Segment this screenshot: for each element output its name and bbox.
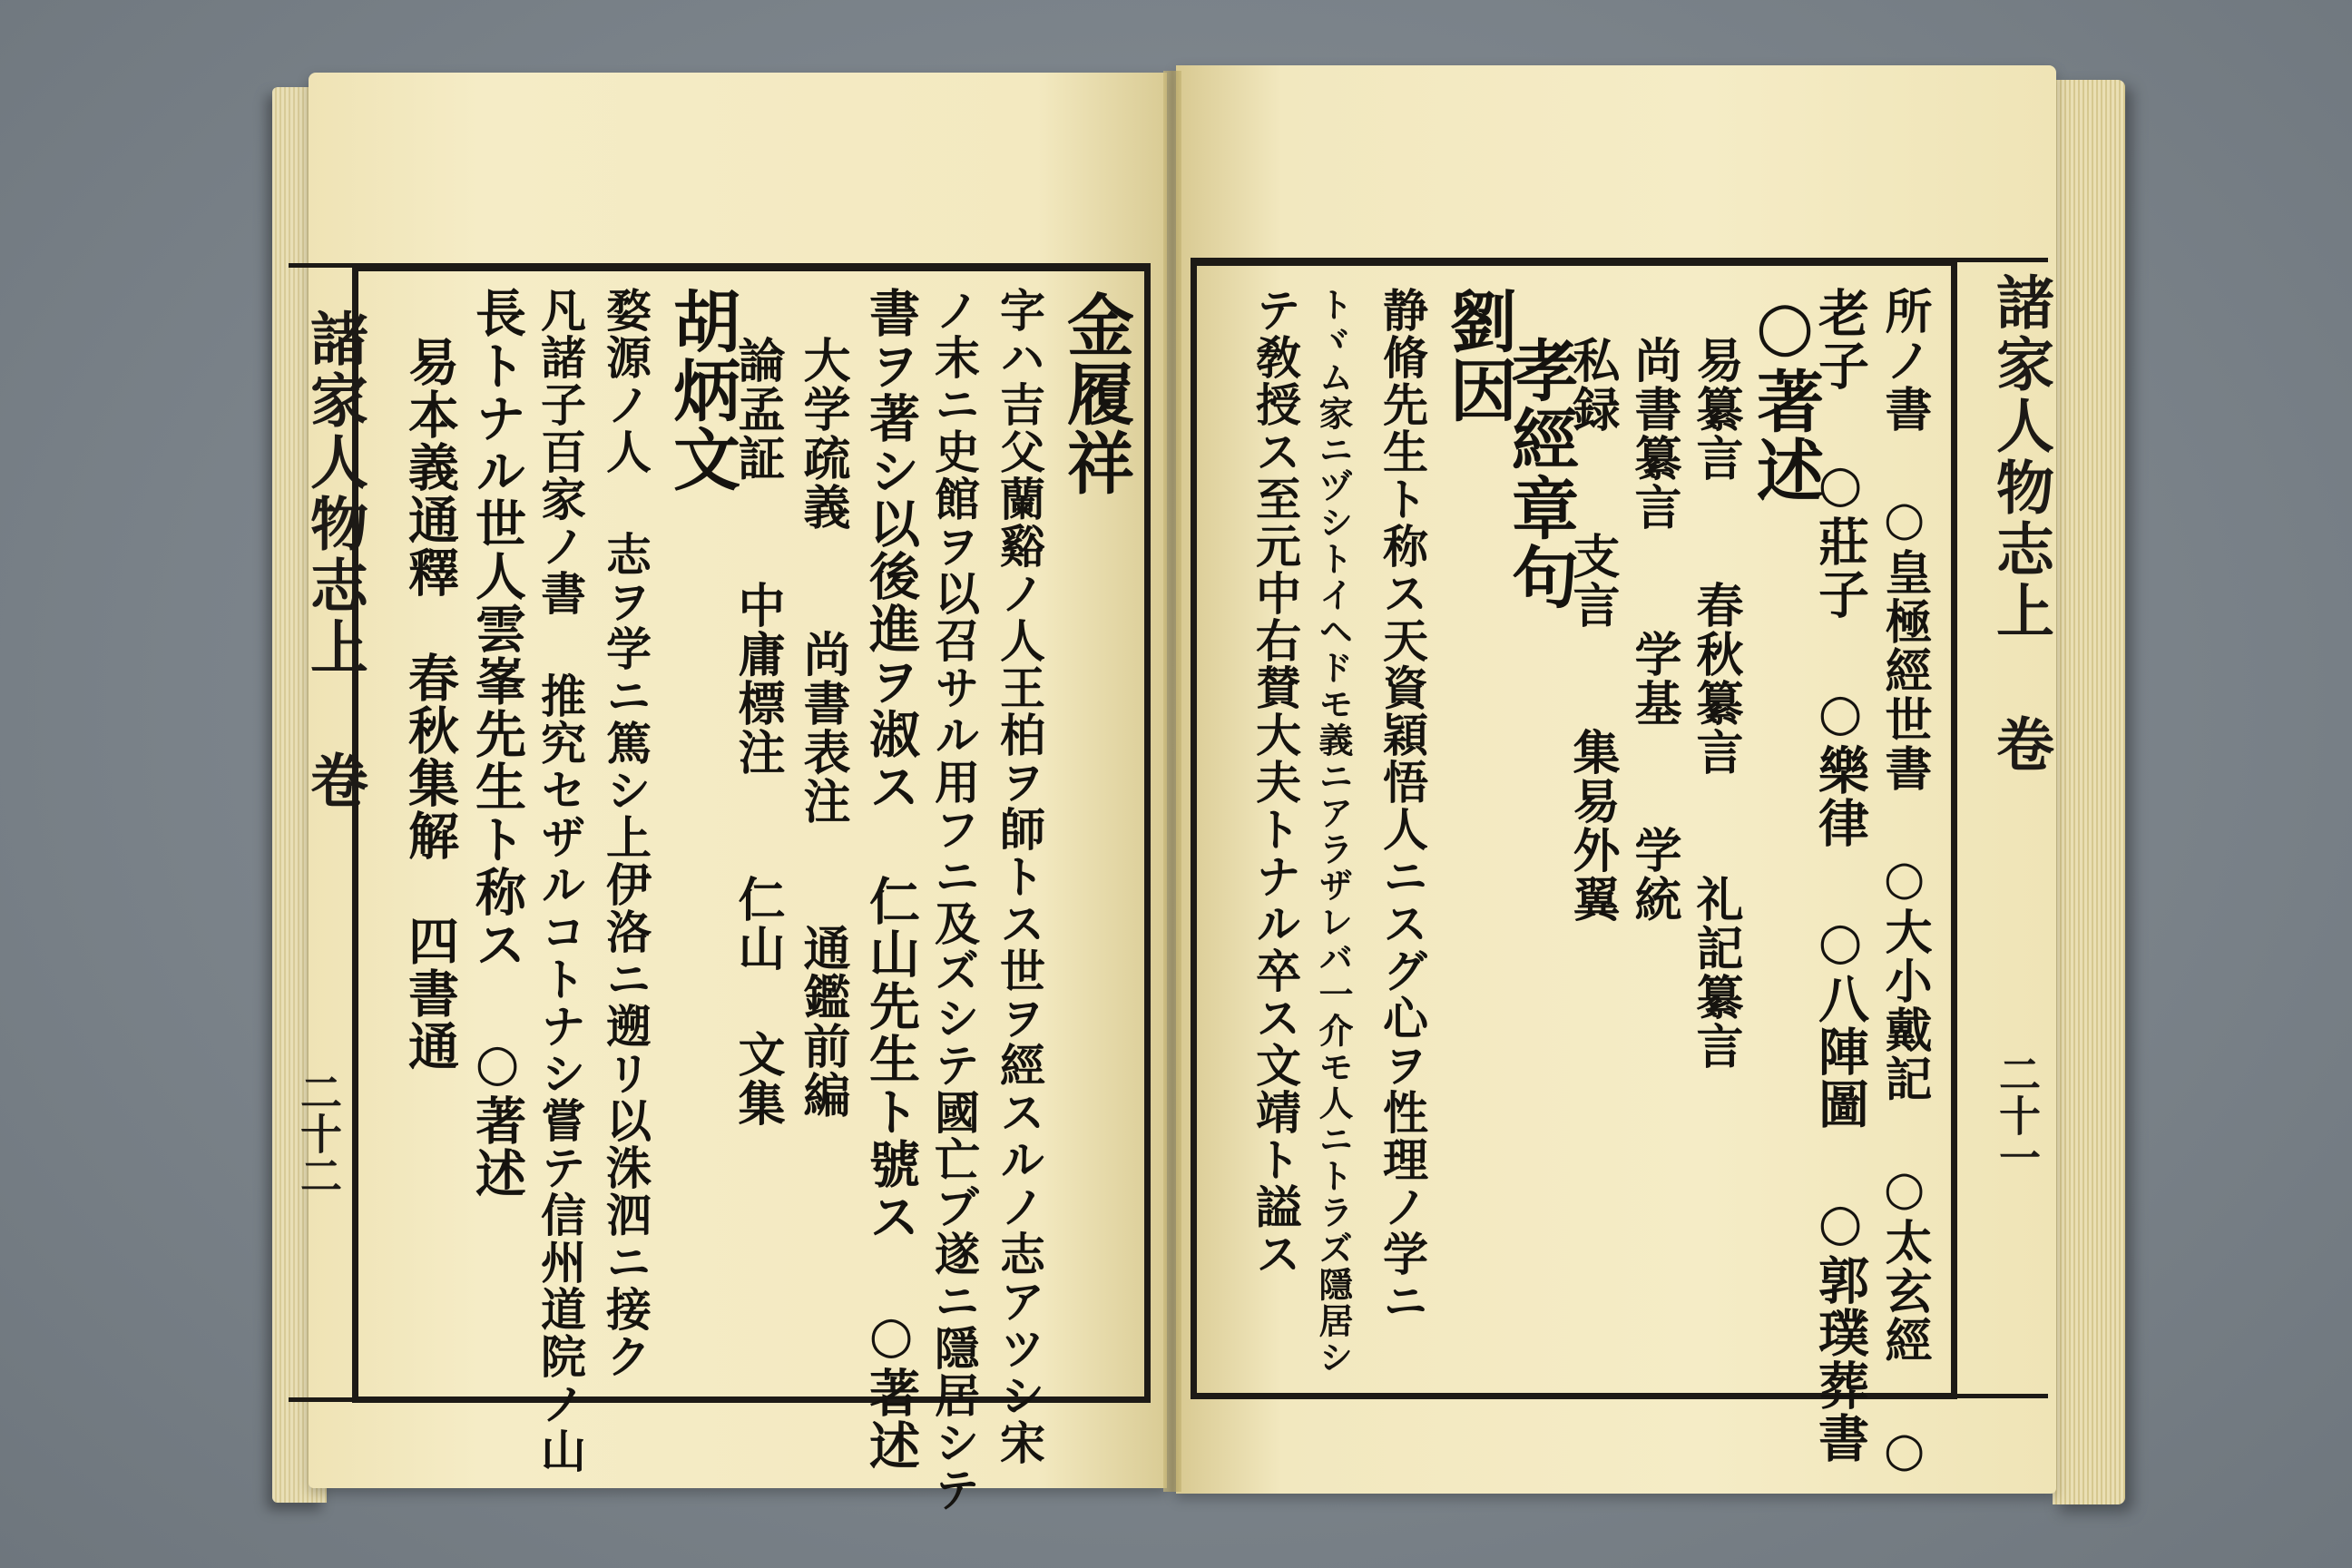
left-col-8: 婺源ノ人 志ヲ学ニ篤シ上伊洛ニ遡リ以洙泗ニ接ク bbox=[599, 287, 652, 1380]
right-col-6: 私録 支言 集易外翼 bbox=[1564, 336, 1620, 924]
left-page-number: 二十二 bbox=[294, 1071, 343, 1196]
right-page-edges bbox=[2053, 80, 2125, 1504]
right-top-rule bbox=[1191, 258, 2048, 262]
right-col-7: 孝經章句 bbox=[1501, 336, 1579, 612]
left-col-10: 長トナル世人雲峯先生ト称ス ○著述 bbox=[467, 287, 527, 1200]
right-col-1: 所ノ書 ○皇極經世書 ○大小戴記 ○太玄經 ○ bbox=[1877, 287, 1932, 1479]
left-col-4: 書ヲ著シ以後進ヲ淑ス 仁山先生ト號ス ○著述 bbox=[861, 287, 921, 1472]
left-col-2: 字ハ吉父蘭谿ノ人王柏ヲ師トス世ヲ經スルノ志アツシ宋 bbox=[993, 287, 1046, 1466]
left-col-5: 大学疏義 尚書表注 通鑑前編 bbox=[795, 336, 850, 1120]
right-margin-title: 諸家人物志上 卷 bbox=[1986, 272, 2054, 776]
right-col-5: 尚書纂言 学基 学統 bbox=[1626, 336, 1681, 924]
right-col-9: 静脩先生ト称ス天資穎悟人ニスグ心ヲ性理ノ学ニ bbox=[1376, 287, 1429, 1325]
right-col-10: トヾム家ニヅシトイヘドモ義ニアラザレバ一介モ人ニトラズ隱居シ bbox=[1313, 287, 1354, 1376]
left-top-rule bbox=[289, 263, 1151, 268]
right-col-2: 老子 ○莊子 ○樂律 ○八陣圖 ○郭璞葬書 bbox=[1810, 287, 1870, 1465]
right-col-11: テ敎授ス至元中右賛大夫トナル卒ス文靖ト謚ス bbox=[1249, 287, 1302, 1278]
right-col-8: 劉因 bbox=[1439, 287, 1517, 425]
left-col-7: 胡炳文 bbox=[662, 287, 740, 494]
left-col-6: 論孟証 中庸標注 仁山 文集 bbox=[730, 336, 785, 1128]
left-col-9: 凡諸子百家ノ書 推究セザルコトナシ嘗テ信州道院ノ山 bbox=[534, 287, 587, 1475]
right-col-4: 易纂言 春秋纂言 礼記纂言 bbox=[1688, 336, 1743, 1071]
book-gutter bbox=[1163, 71, 1181, 1492]
right-col-3: ○著述 bbox=[1746, 287, 1824, 505]
left-col-11: 易本義通釋 春秋集解 四書通 bbox=[400, 336, 460, 1073]
left-col-3: ノ末ニ史館ヲ以召サル用フニ及ズシテ國亡ブ遂ニ隱居シテ bbox=[927, 287, 981, 1514]
left-margin-title: 諸家人物志上 卷 bbox=[300, 309, 368, 812]
left-col-1: 金履祥 bbox=[1056, 290, 1134, 497]
right-page-number: 二十一 bbox=[1993, 1053, 2042, 1178]
